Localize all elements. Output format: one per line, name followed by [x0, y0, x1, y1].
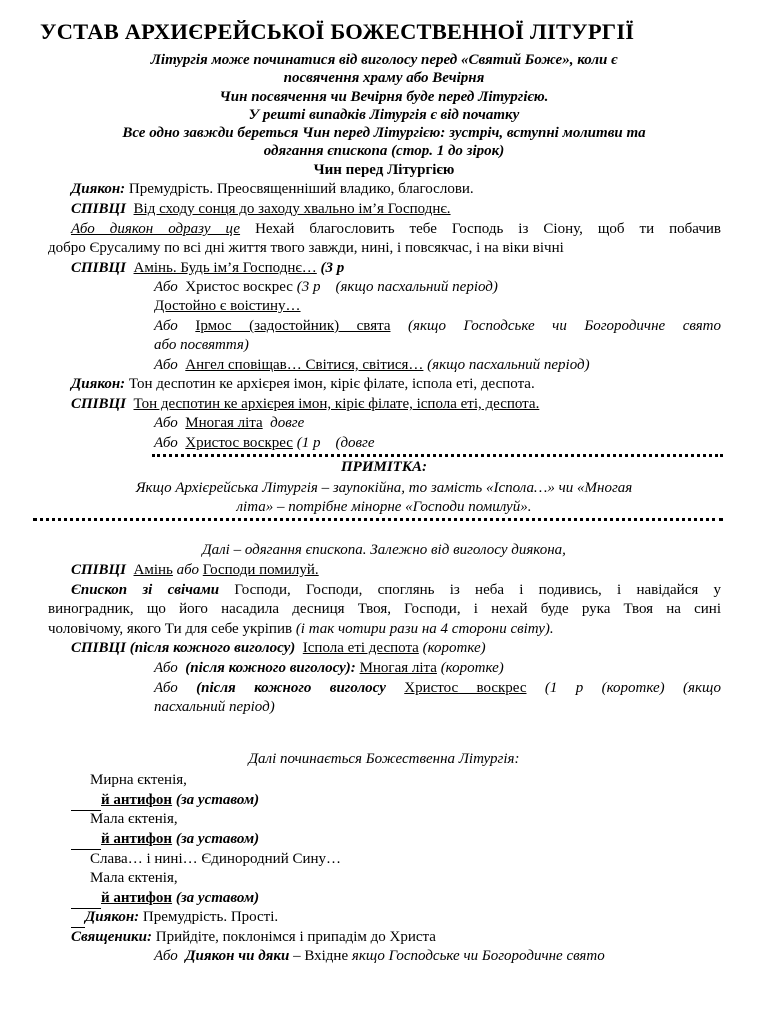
deacon-label-3: Диякон:	[85, 909, 140, 925]
korotke-2: (коротке)	[440, 660, 504, 676]
after-each-2: (після кожного виголосу	[196, 680, 386, 696]
or-christ-risen-line	[154, 278, 498, 298]
antifon-line-3	[71, 889, 259, 909]
or-label-3: Або	[154, 357, 178, 373]
blank-4	[71, 912, 85, 928]
nehay-line-2: добро Єрусалиму по всі дні життя твого завжди, нині, і повсякчас, і на віки вічні	[48, 240, 564, 256]
antifon-1: й антифон	[101, 792, 173, 808]
or-label-2: Або	[154, 318, 178, 334]
paschal-note-1: (якщо пасхальний період)	[335, 279, 498, 295]
priests-line	[71, 928, 436, 948]
or-label-1: Або	[154, 279, 178, 295]
intro-line-4: У решті випадків Літургія є від початку	[248, 107, 520, 123]
singers-label: СПІВЦІ	[71, 201, 127, 217]
dovhe-1: довге	[270, 415, 305, 431]
hospody-text: Господи помилуй.	[202, 562, 319, 578]
singers-text-2: Тон деспотин ке архієрея імон, кіріє філате, іспола еті, деспота.	[133, 396, 540, 412]
deacon-text-2: Тон деспотин ке архієрея імон, кіріє філате, іспола еті, деспота.	[125, 376, 535, 392]
mnogaya-line	[154, 414, 304, 434]
blank-1	[71, 795, 101, 811]
christ-1r-2: (1 р	[544, 680, 584, 696]
nehay-text-1: Нехай благословить тебе Господь із Сіону, щоб ти побачив	[240, 221, 721, 237]
myrna-line: Мирна єктенія,	[90, 772, 187, 788]
blank-3	[71, 893, 101, 909]
mala-line-2: Мала єктенія,	[90, 870, 178, 886]
or-label-4: Або	[154, 415, 178, 431]
note-line-1: Якщо Архієрейська Літургія – заупокійна, то замість «Іспола…» чи «Многая	[135, 480, 633, 496]
christ-risen-text-3: Христос воскрес	[404, 680, 527, 696]
amin-3r: (3 р	[316, 260, 345, 276]
note-divider-bottom	[33, 518, 723, 521]
amin-text-2: Амінь	[133, 562, 173, 578]
or-label-6: Або	[154, 660, 178, 676]
vkhidne-note: якщо Господське чи Богородичне свято	[351, 948, 605, 964]
bishop-line-1	[71, 581, 721, 601]
irmos-note-1: (якщо Господське чи Богородичне свято	[408, 318, 721, 334]
vkhidne-line	[154, 947, 605, 967]
deacon-text-3: Премудрість. Прості.	[139, 909, 279, 925]
angel-line	[154, 356, 590, 376]
christ-risen-line-3	[154, 679, 721, 699]
note-divider-top	[152, 454, 723, 457]
christ-risen-text: Христос воскрес	[185, 279, 293, 295]
or-label-5: Або	[154, 435, 178, 451]
blank-2	[71, 834, 101, 850]
deacon-label-2: Диякон:	[71, 376, 126, 392]
singers-label-2: СПІВЦІ	[71, 396, 127, 412]
christ-3r: (3 р	[296, 279, 321, 295]
deacon-line-2	[71, 375, 535, 395]
antifon-3: й антифон	[101, 890, 173, 906]
after-each-1: (після кожного виголосу):	[185, 660, 356, 676]
by-rule-3: (за уставом)	[172, 890, 260, 906]
deacon-or-clerks: Диякон чи дяки	[185, 948, 290, 964]
singers-after-each-label: СПІВЦІ (після кожного виголосу)	[71, 640, 296, 656]
angel-text: Ангел сповіщав… Світися, світися…	[185, 357, 424, 373]
singers-amin-label: СПІВЦІ	[71, 260, 127, 276]
korotke-1: (коротке)	[422, 640, 486, 656]
irmos-line-1	[154, 317, 721, 337]
amin-text: Амінь. Будь ім’я Господнє…	[133, 260, 317, 276]
by-rule-1: (за уставом)	[172, 792, 260, 808]
vkhidne-text: – Вхідне	[289, 948, 352, 964]
section-heading-chin: Чин перед Літургією	[313, 162, 455, 178]
christ-risen-text-2: Христос воскрес	[185, 435, 293, 451]
note-heading: ПРИМІТКА:	[340, 459, 427, 475]
dostoyno-line: Достойно є воістину…	[154, 298, 301, 314]
intro-line-3: Чин посвячення чи Вечірня буде перед Літургією.	[219, 89, 549, 105]
singers-text: Від сходу сонця до заходу хвально ім’я Господнє.	[133, 201, 451, 217]
mala-line-1: Мала єктенія,	[90, 811, 178, 827]
intro-line-6: одягання єпископа (стор. 1 до зірок)	[263, 143, 505, 159]
paschal-note-2: (якщо пасхальний період)	[427, 357, 590, 373]
singers-line-2	[71, 395, 539, 415]
bishop-text-1: Господи, Господи, споглянь із неба і подивись, і навідайся у	[234, 582, 721, 598]
paschal-note-3b: пасхальний період)	[154, 699, 275, 715]
ispola-text: Іспола еті деспота	[302, 640, 419, 656]
singers-ispola-line	[71, 639, 486, 659]
singers-label-3: СПІВЦІ	[71, 562, 127, 578]
christ-1r: (1 р	[296, 435, 321, 451]
intro-line-5: Все одно завжди береться Чин перед Літургією: зустріч, вступні молитви та	[122, 125, 646, 141]
or-label-8: Або	[154, 948, 178, 964]
antifon-2: й антифон	[101, 831, 173, 847]
intro-line-2: посвячення храму або Вечірня	[283, 70, 485, 86]
bishop-label: Єпископ зі свічами	[71, 582, 220, 598]
bishop-line-3	[48, 620, 554, 640]
antifon-line-1	[71, 791, 259, 811]
irmos-text: Ірмос (задостойник) свята	[195, 318, 391, 334]
nehay-line-1	[71, 220, 721, 240]
paschal-note-3a: (якщо	[683, 680, 722, 696]
note-line-2: літа» – потрібне мінорне «Господи помилуй».	[236, 499, 532, 515]
deacon-text: Премудрість. Преосвященніший владико, благослови.	[125, 181, 474, 197]
slava-line: Слава… і нині… Єдинородний Сину…	[90, 851, 342, 867]
bishop-note: (і так чотири рази на 4 сторони світу).	[292, 621, 554, 637]
document-title: УСТАВ АРХИЄРЕЙСЬКОЇ БОЖЕСТВЕННОЇ ЛІТУРГІЇ	[40, 19, 635, 44]
irmos-line-2: або посвяття)	[154, 337, 249, 353]
vesting-intro: Далі – одягання єпископа. Залежно від виголосу диякона,	[202, 542, 566, 558]
liturgy-intro: Далі починається Божественна Літургія:	[248, 751, 520, 767]
by-rule-2: (за уставом)	[172, 831, 260, 847]
abo-text: або	[172, 562, 203, 578]
priests-label: Священики:	[71, 929, 152, 945]
or-deacon-slowly: Або диякон одразу це	[71, 221, 241, 237]
deacon-line-3	[71, 908, 278, 928]
bishop-line-2: виноградник, що його насадила десниця Твоя, Господи, і нехай буде рука Твоя на сині	[48, 601, 721, 617]
mnogaya-text-2: Многая літа	[359, 660, 437, 676]
mnogaya-text: Многая літа	[185, 415, 263, 431]
deacon-line-1	[71, 180, 474, 200]
intro-line-1: Літургія може починатися від виголосу перед «Святий Боже», коли є	[150, 52, 618, 68]
singers-amin-line	[71, 259, 344, 279]
singers-line-1	[71, 200, 451, 220]
antifon-line-2	[71, 830, 259, 850]
deacon-label: Диякон:	[71, 181, 126, 197]
singers-amin-or-line	[71, 561, 319, 581]
christ-risen-line-2	[154, 434, 375, 454]
mnogaya-line-2	[154, 659, 504, 679]
dovhe-2: (довге	[335, 435, 375, 451]
priests-text: Прийдіте, поклонімся і припадім до Христа	[152, 929, 436, 945]
bishop-text-3: чоловічому, якого Ти для себе укріпив	[48, 621, 293, 637]
korotke-3: (коротке)	[601, 680, 665, 696]
or-label-7: Або	[154, 680, 178, 696]
